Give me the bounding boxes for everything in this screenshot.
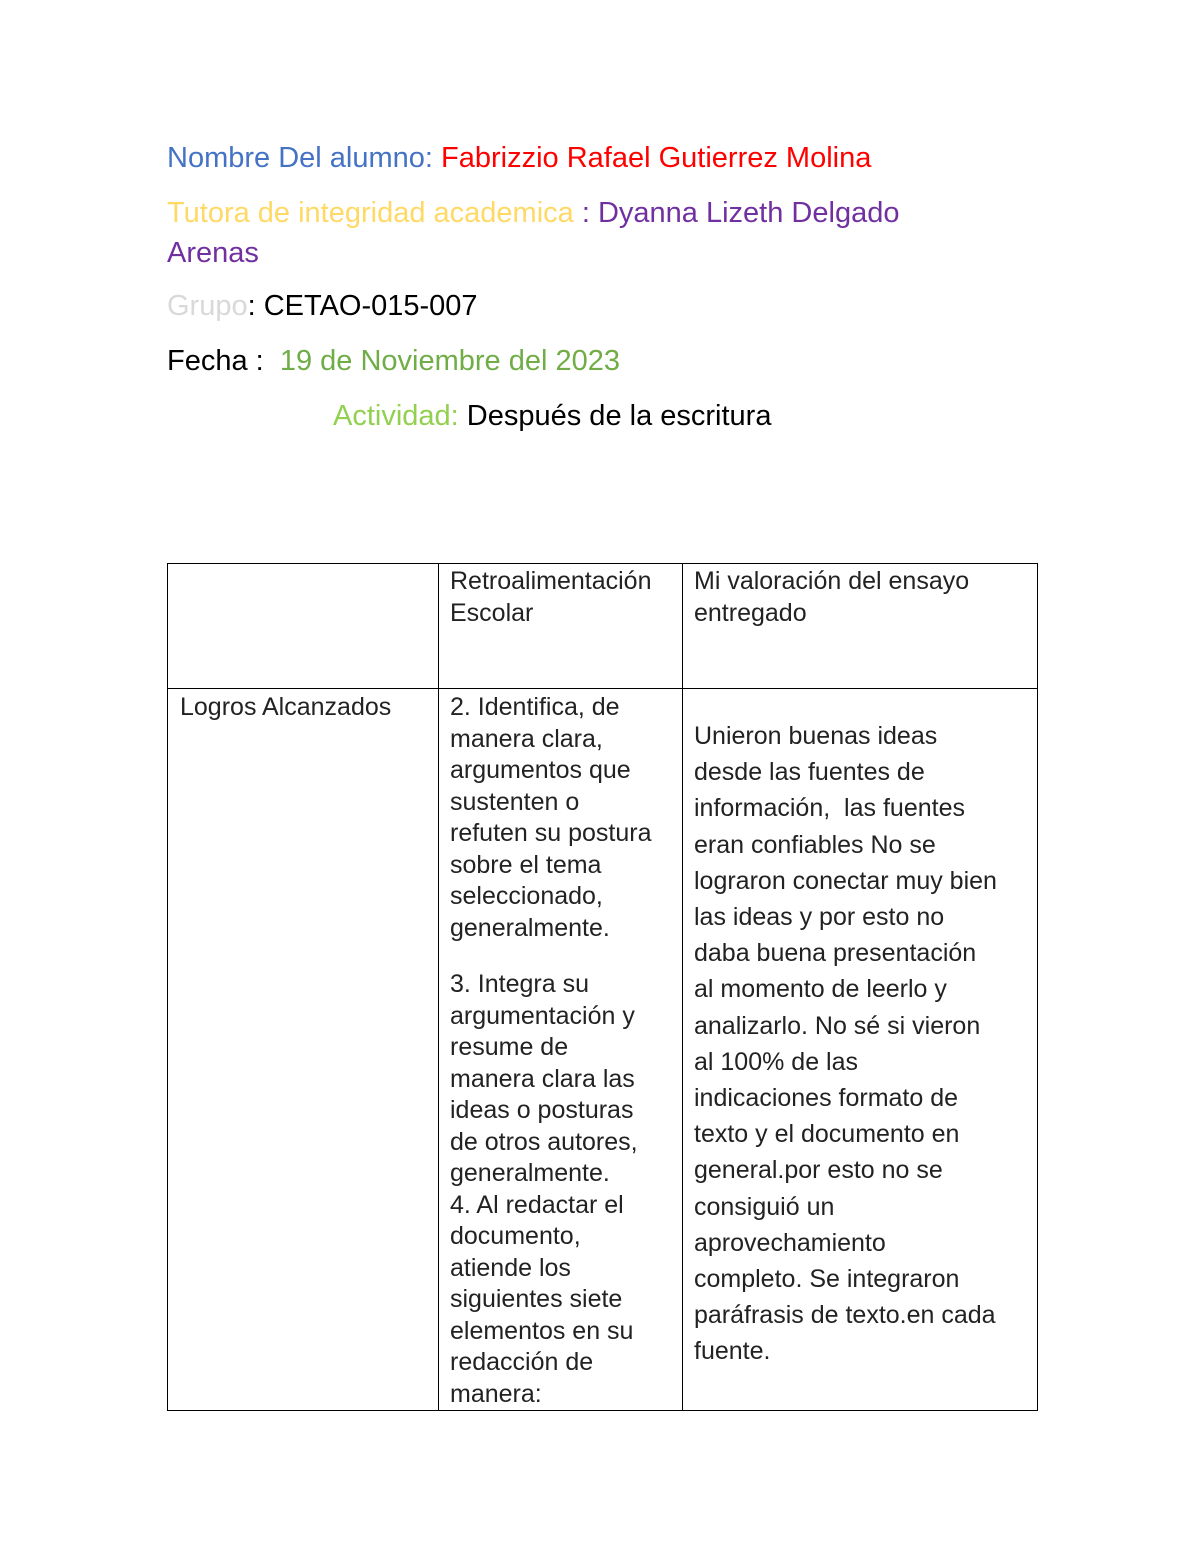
group-label: Grupo: [167, 290, 248, 322]
assessment-line-13: general.por esto no se: [694, 1156, 943, 1185]
feedback-2-line-1: 3. Integra su: [450, 970, 589, 998]
assessment-line-1: Unieron buenas ideas: [694, 722, 938, 750]
student-name-label: Nombre Del alumno:: [167, 142, 433, 174]
assessment-line-7: daba buena presentación: [694, 939, 977, 968]
feedback-2-line-10: atiende los: [450, 1253, 571, 1282]
assessment-line-9: analizarlo. No sé si vieron: [694, 1011, 981, 1040]
activity-label: Actividad:: [333, 400, 459, 432]
feedback-1-line-5: refuten su postura: [450, 819, 652, 847]
assessment-line-14: consiguió un: [694, 1192, 835, 1221]
date-line: [167, 341, 620, 381]
assessment-line-11: indicaciones formato de: [694, 1084, 959, 1113]
activity-value: Después de la escritura: [466, 400, 772, 432]
feedback-header-line-1: Retroalimentación: [450, 567, 652, 595]
feedback-1-line-6: sobre el tema: [450, 850, 602, 879]
student-name-line: [167, 138, 871, 178]
tutor-label: Tutora de integridad academica: [167, 197, 574, 229]
tutor-name-second-line: Arenas: [167, 237, 259, 269]
feedback-2-line-7: generalmente.: [450, 1159, 610, 1187]
date-label: Fecha :: [167, 345, 264, 377]
feedback-2-line-3: resume de: [450, 1033, 569, 1061]
empty-header-cell: [168, 564, 439, 689]
assessment-line-6: las ideas y por esto no: [694, 903, 945, 932]
assessment-line-18: fuente.: [694, 1337, 771, 1366]
feedback-1-line-3: argumentos que: [450, 756, 631, 784]
table-header-row: [168, 564, 1038, 689]
assessment-line-15: aprovechamiento: [694, 1228, 886, 1257]
feedback-2-line-4: manera clara las: [450, 1064, 635, 1093]
row-label: Logros Alcanzados: [180, 693, 392, 721]
tutor-separator: :: [581, 197, 590, 229]
assessment-table: [167, 563, 1038, 1411]
feedback-2-line-14: manera:: [450, 1379, 542, 1408]
date-value: 19 de Noviembre del 2023: [279, 345, 621, 377]
feedback-1-line-8: generalmente.: [450, 913, 610, 942]
tutor-name-first-line: Dyanna Lizeth Delgado: [597, 197, 900, 229]
feedback-1-line-1: 2. Identifica, de: [450, 693, 620, 721]
assessment-cell: [683, 689, 1038, 1411]
feedback-1-line-4: sustenten o: [450, 787, 580, 816]
assessment-line-12: texto y el documento en: [694, 1120, 960, 1149]
feedback-2-line-6: de otros autores,: [450, 1127, 638, 1156]
assessment-header-line-1: Mi valoración del ensayo: [694, 567, 970, 595]
feedback-1-line-7: seleccionado,: [450, 882, 603, 910]
assessment-line-3: información, las fuentes: [694, 794, 965, 823]
feedback-cell: [439, 689, 683, 1411]
assessment-line-2: desde las fuentes de: [694, 758, 925, 787]
feedback-2-line-13: redacción de: [450, 1348, 594, 1376]
assessment-line-16: completo. Se integraron: [694, 1265, 960, 1294]
feedback-2-line-2: argumentación y: [450, 1001, 635, 1030]
feedback-2-line-9: documento,: [450, 1222, 581, 1250]
assessment-line-8: al momento de leerlo y: [694, 975, 947, 1004]
feedback-header-cell: [439, 564, 683, 689]
assessment-header-cell: [683, 564, 1038, 689]
feedback-2-line-5: ideas o posturas: [450, 1096, 634, 1124]
feedback-2-line-11: siguientes siete: [450, 1285, 623, 1313]
feedback-2-line-8: 4. Al redactar el: [450, 1190, 624, 1219]
feedback-2-line-12: elementos en su: [450, 1316, 634, 1345]
assessment-text: [683, 689, 1037, 1370]
feedback-paragraph-1: [450, 692, 672, 944]
student-name-value: Fabrizzio Rafael Gutierrez Molina: [441, 142, 872, 174]
assessment-line-17: paráfrasis de texto.en cada: [694, 1301, 996, 1330]
assessment-line-4: eran confiables No se: [694, 830, 936, 859]
feedback-paragraph-2: [450, 969, 672, 1410]
feedback-header-line-2: Escolar: [450, 598, 534, 627]
assessment-line-5: lograron conectar muy bien: [694, 866, 997, 895]
assessment-line-10: al 100% de las: [694, 1047, 859, 1076]
assessment-header-line-2: entregado: [694, 598, 807, 627]
tutor-line: [167, 193, 899, 273]
group-value: : CETAO-015-007: [247, 290, 478, 322]
assessment-table-wrapper: [167, 563, 1037, 1410]
activity-line: [333, 396, 771, 436]
group-line: [167, 286, 478, 326]
feedback-1-line-2: manera clara,: [450, 724, 603, 753]
table-row: [168, 689, 1038, 1411]
row-label-cell: [168, 689, 439, 1411]
